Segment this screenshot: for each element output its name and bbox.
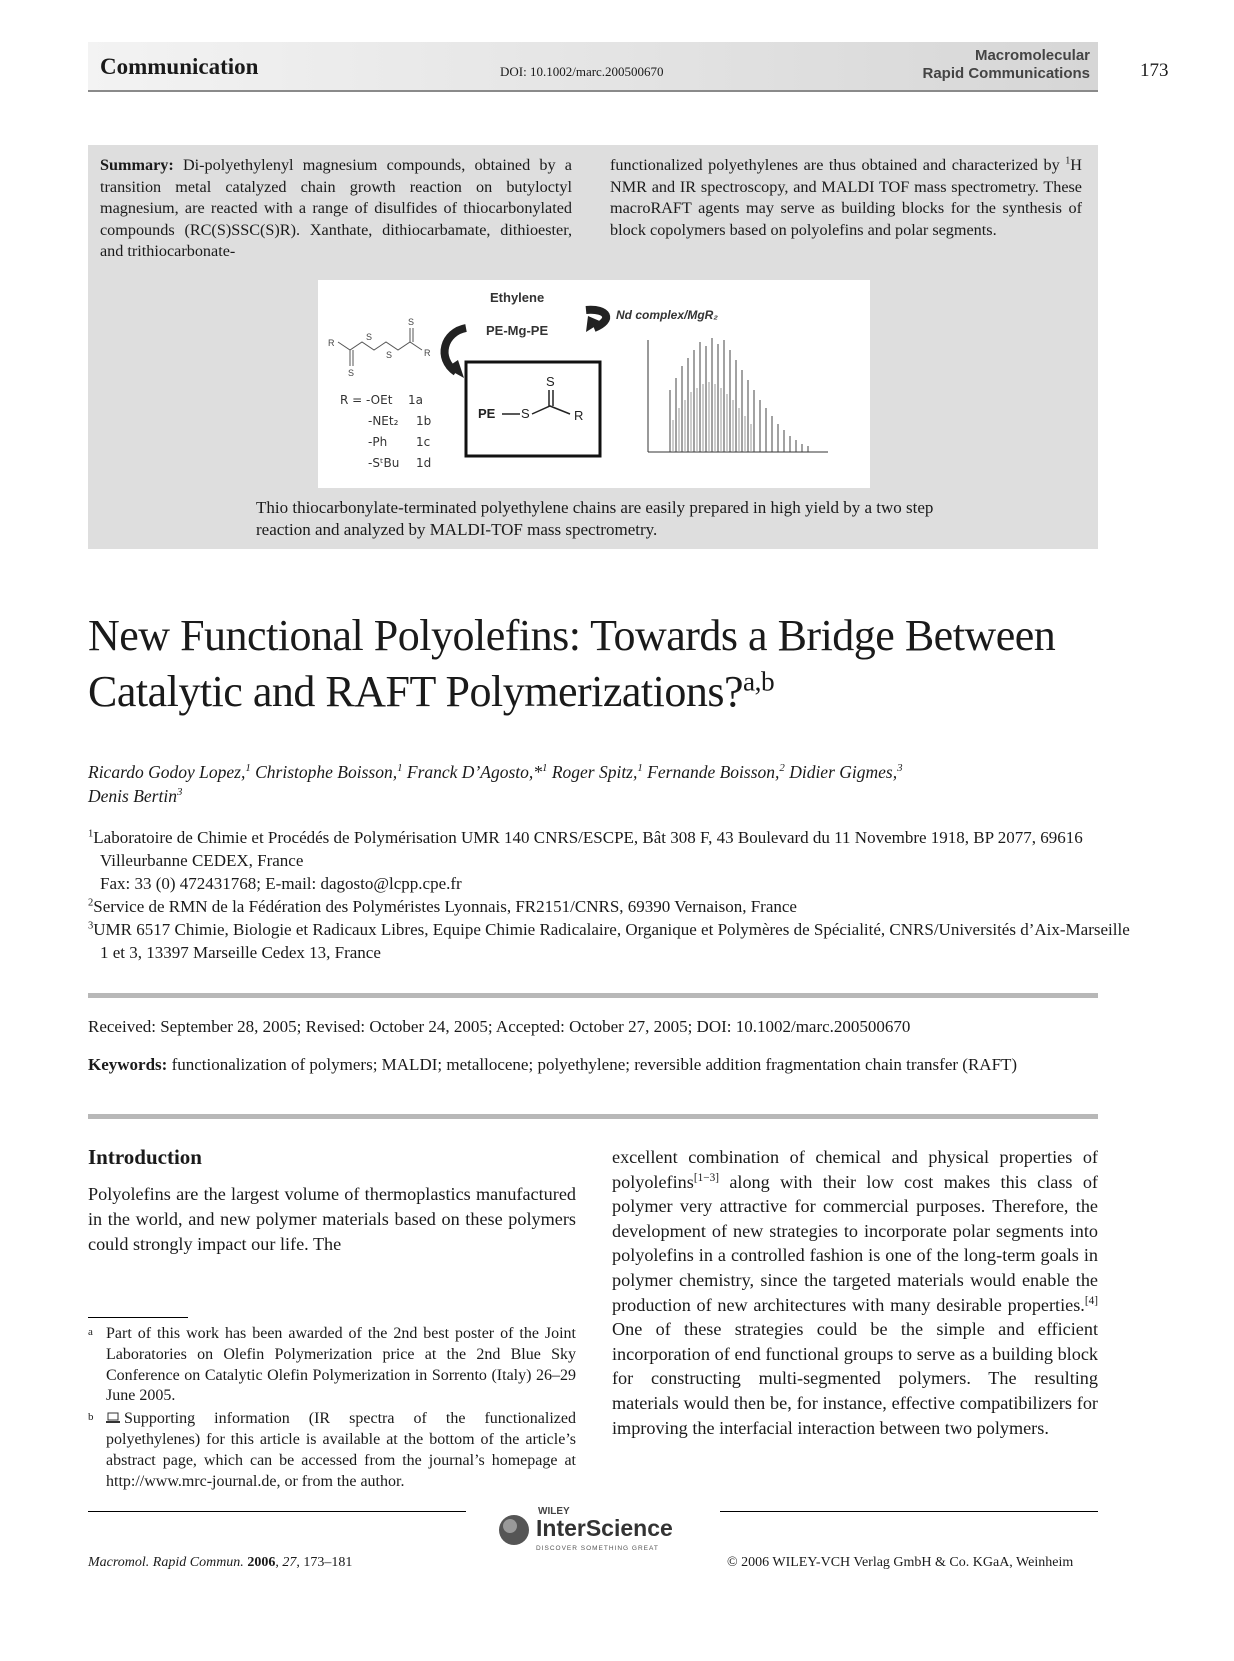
disulfide-r-left: R bbox=[328, 338, 335, 348]
r-group-def: R = -OEt bbox=[340, 393, 393, 407]
ethylene-label: Ethylene bbox=[490, 290, 545, 305]
interscience-text: InterScience bbox=[536, 1515, 673, 1541]
affiliations bbox=[88, 826, 1138, 964]
summary-box bbox=[88, 145, 1098, 549]
footer-rule-left bbox=[88, 1511, 466, 1512]
section-heading-introduction: Introduction bbox=[88, 1145, 202, 1169]
tagline-text: DISCOVER SOMETHING GREAT bbox=[536, 1545, 659, 1552]
summary-col-left: Summary: Di-polyethylenyl magnesium compounds, obtained by a transition metal catalyzed chain growth reaction on butyloctyl magnesium, are reacted with a range of disulfides of thiocarbonylated compounds (RC(S)SSC(S)R). Xanthate, dithiocarbamate, dithioester, and trithiocarbonate- bbox=[100, 156, 572, 261]
footnote-a: a Part of this work has been awarded of the 2nd best poster of the Joint Laboratories on Olefin Polymerization price at the 2nd Blue Sky Conference on Catalytic Olefin Polymerization in Sorrento (Italy) 26–29 June 2005. bbox=[88, 1325, 576, 1405]
body-text-left: Polyolefins are the largest volume of thermoplastics manufactured in the world, and new polymer materials based on these polymers could strongly impact our life. The bbox=[88, 1184, 576, 1254]
r-group-1c: 1c bbox=[416, 435, 431, 449]
disulfide-s-bottom: S bbox=[348, 368, 355, 378]
article-title: New Functional Polyolefins: Towards a Bridge Between Catalytic and RAFT Polymerizations?$^{a,b}$ bbox=[88, 611, 1056, 716]
journal-citation: Macromol. Rapid Commun. 2006, 27, 173–181 bbox=[88, 1555, 353, 1570]
author: Denis Bertin$^3$ bbox=[88, 786, 183, 806]
citation-ref[interactable]: [4] bbox=[1084, 1294, 1098, 1307]
product-r: R bbox=[574, 408, 584, 423]
r-group-stbu: -SᵗBu bbox=[368, 456, 400, 470]
divider-rule bbox=[88, 993, 1098, 998]
footnote-rule bbox=[88, 1317, 188, 1318]
contact-info: Fax: 33 (0) 472431768; E-mail: dagosto@lcpp.cpe.fr bbox=[100, 874, 462, 893]
disulfide-s-mid1: S bbox=[366, 332, 373, 342]
page-number: 173 bbox=[1140, 60, 1169, 81]
author: Christophe Boisson,$^1$ bbox=[255, 762, 403, 782]
author: Ricardo Godoy Lopez,$^1$ bbox=[88, 762, 251, 782]
header-doi: DOI: 10.1002/marc.200500670 bbox=[500, 64, 664, 79]
author: Franck D’Agosto,*$^1$ bbox=[406, 762, 548, 782]
affiliation-3: $^3$UMR 6517 Chimie, Biologie et Radicaux Libres, Equipe Chimie Radicalaire, Organique et Polymères de Spécialité, CNRS/Universités d’Aix-Marseille 1 et 3, 13397 Marseille Cedex 13, France bbox=[88, 920, 1130, 962]
author: Didier Gigmes,$^3$ bbox=[789, 762, 903, 782]
disulfide-structure bbox=[338, 328, 422, 366]
r-group-1a: 1a bbox=[408, 393, 423, 407]
author-list bbox=[88, 760, 1128, 808]
wiley-text: WILEY bbox=[538, 1506, 570, 1517]
product-pe: PE bbox=[478, 406, 496, 421]
computer-icon bbox=[106, 1412, 120, 1424]
section-label: Communication bbox=[100, 54, 259, 79]
product-s: S bbox=[521, 406, 530, 421]
running-header bbox=[88, 42, 1098, 92]
keywords: Keywords: functionalization of polymers; MALDI; metallocene; polyethylene; reversible addition fragmentation chain transfer (RAFT) bbox=[88, 1055, 1018, 1074]
r-group-nEt2: -NEt₂ bbox=[368, 414, 399, 428]
summary-col-right: functionalized polyethylenes are thus obtained and characterized by $^1$H NMR and IR spectroscopy, and MALDI TOF mass spectrometry. These macroRAFT agents may serve as building blocks for the synthesis of block copolymers based on polyolefins and polar segments. bbox=[610, 155, 1082, 239]
author: Fernande Boisson,$^2$ bbox=[647, 762, 785, 782]
r-group-1b: 1b bbox=[416, 414, 432, 428]
citation-ref[interactable]: [1−3] bbox=[693, 1171, 719, 1184]
copyright: © 2006 WILEY-VCH Verlag GmbH & Co. KGaA, Weinheim bbox=[727, 1555, 1074, 1570]
catalyst-label: Nd complex/MgR₂ bbox=[616, 308, 718, 322]
divider-rule bbox=[88, 1114, 1098, 1119]
r-group-1d: 1d bbox=[416, 456, 432, 470]
footer-rule-right bbox=[720, 1511, 1098, 1512]
maldi-spectrum bbox=[648, 338, 828, 452]
toc-caption: Thio thiocarbonylate-terminated polyethylene chains are easily prepared in high yield by a two step reaction and analyzed by MALDI-TOF mass spectrometry. bbox=[256, 498, 934, 539]
disulfide-s-mid2: S bbox=[386, 350, 393, 360]
footnotes bbox=[88, 1324, 576, 1494]
affiliation-1: $^1$Laboratoire de Chimie et Procédés de Polymérisation UMR 140 CNRS/ESCPE, Bât 308 F, 43 Boulevard du 11 Novembre 1918, BP 2077, 69616 Villeurbanne CEDEX, France Fax: 33 (0) 472431768; E-mail: dagosto@lcpp.cpe.fr bbox=[88, 828, 1083, 893]
disulfide-s-top: S bbox=[408, 317, 415, 327]
r-group-ph: -Ph bbox=[368, 435, 388, 449]
reaction-scheme-figure bbox=[318, 280, 870, 488]
wiley-interscience-logo[interactable] bbox=[492, 1500, 702, 1556]
author: Roger Spitz,$^1$ bbox=[551, 762, 643, 782]
received-dates: Received: September 28, 2005; Revised: October 24, 2005; Accepted: October 27, 2005; DOI: 10.1002/marc.200500670 bbox=[88, 1017, 911, 1036]
body-text-right: excellent combination of chemical and physical properties of polyolefins[1−3] along with their low cost makes this class of polymer very attractive for commercial purposes. Therefore, the development of new strategies to incorporate polar segments into polyolefins in a controlled fashion is one of the long-term goals in polymer chemistry, since the targeted materials would enable the production of new architectures with many desirable properties.[4] One of these strategies could be the simple and efficient incorporation of end functional groups to serve as a building block for constructing multi-segmented polymers. The resulting materials would then be, for instance, effective compatibilizers for improving the interfacial interaction between two polymers. bbox=[612, 1147, 1098, 1438]
product-s-top: S bbox=[546, 374, 555, 389]
journal-name: Macromolecular Rapid Communications bbox=[922, 47, 1090, 82]
affiliation-2: $^2$Service de RMN de la Fédération des Polyméristes Lyonnais, FR2151/CNRS, 69390 Vernaison, France bbox=[88, 897, 797, 916]
pe-mg-pe-label: PE-Mg-PE bbox=[486, 323, 549, 338]
toc-graphic bbox=[318, 280, 870, 488]
disulfide-r-right: R bbox=[424, 348, 431, 358]
footnote-b: b Supporting information (IR spectra of the functionalized polyethylenes) for this article is available at the bottom of the article’s abstract page, which can be accessed from the journal’s homepage at http://www.mrc-journal.de, or from the author. bbox=[88, 1410, 576, 1490]
